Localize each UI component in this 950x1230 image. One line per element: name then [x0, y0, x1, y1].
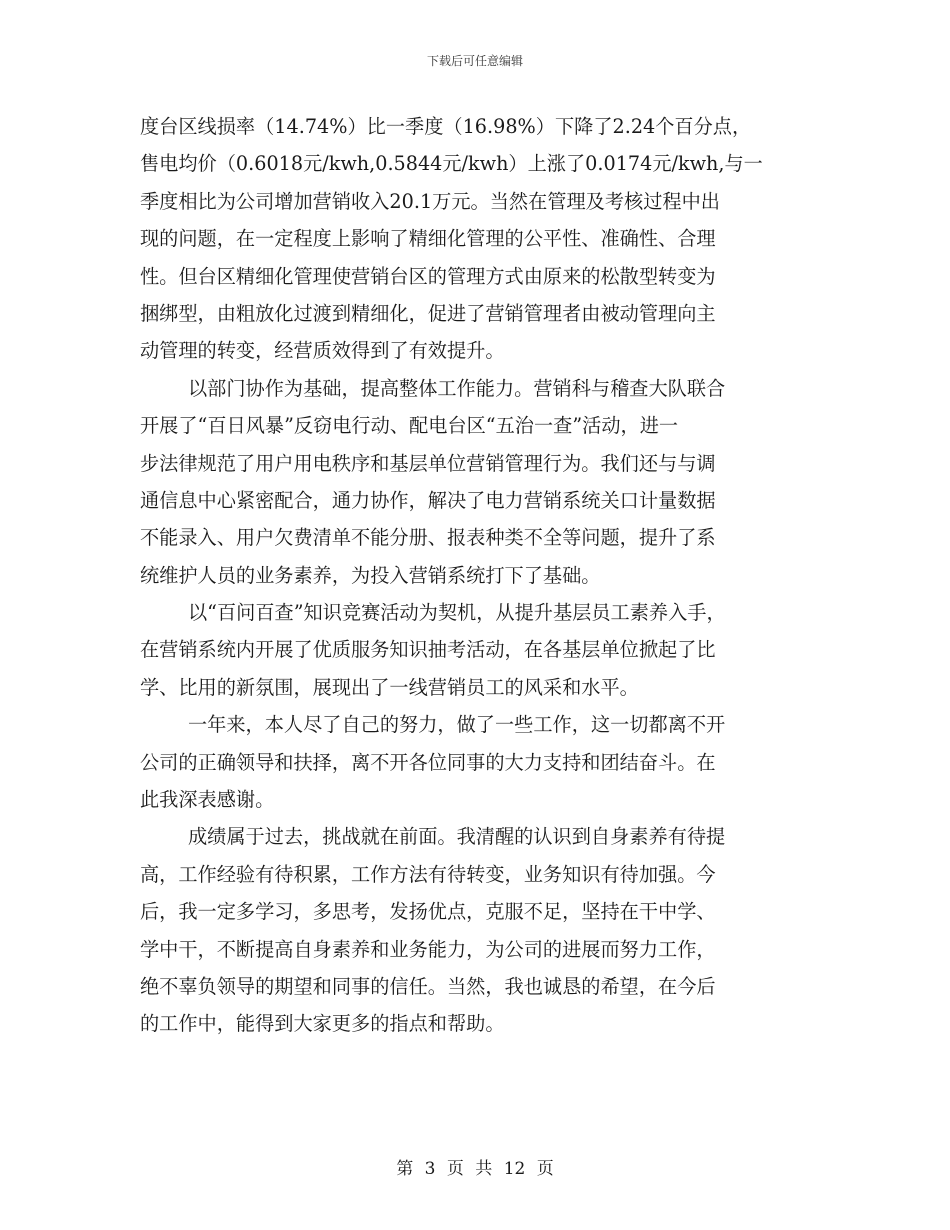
paragraph-first-line: 成绩属于过去，挑战就在前面。我清醒的认识到自身素养有待提 — [188, 825, 726, 849]
page-number-footer: 第 3 页 共 12 页 — [396, 1159, 554, 1179]
text-line: 绝不辜负领导的期望和同事的信任。当然，我也诚恳的希望，在今后 — [140, 974, 716, 998]
text-line: 此我深表感谢。 — [140, 788, 275, 812]
text-line: 学中干，不断提高自身素养和业务能力，为公司的进展而努力工作， — [140, 937, 716, 961]
text-line: 后，我一定多学习，多思考，发扬优点，克服不足，坚持在干中学、 — [140, 900, 716, 924]
text-line: 捆绑型，由粗放化过渡到精细化，促进了营销管理者由被动管理向主 — [140, 301, 716, 325]
text-line: 通信息中心紧密配合，通力协作，解决了电力营销系统关口计量数据 — [140, 488, 716, 512]
text-line: 性。但台区精细化管理使营销台区的管理方式由原来的松散型转变为 — [140, 264, 716, 288]
paragraph-first-line: 一年来，本人尽了自己的努力，做了一些工作，这一切都离不开 — [188, 713, 726, 737]
text-line: 高，工作经验有待积累，工作方法有待转变，业务知识有待加强。今 — [140, 862, 716, 886]
text-line: 步法律规范了用户用电秩序和基层单位营销管理行为。我们还与与调 — [140, 451, 716, 475]
paragraph-first-line: 以部门协作为基础，提高整体工作能力。营销科与稽查大队联合 — [188, 376, 726, 400]
text-line: 在营销系统内开展了优质服务知识抽考活动，在各基层单位掀起了比 — [140, 638, 716, 662]
text-line: 不能录入、用户欠费清单不能分册、报表种类不全等问题，提升了系 — [140, 526, 716, 550]
text-line: 售电均价（0.6018元/kwh,0.5844元/kwh）上涨了0.0174元/kwh,与一 — [140, 152, 763, 176]
document-body — [140, 108, 810, 1043]
text-line: 统维护人员的业务素养，为投入营销系统打下了基础。 — [140, 563, 601, 587]
text-line: 度台区线损率（14.74%）比一季度（16.98%）下降了2.24个百分点， — [140, 115, 752, 138]
text-line: 的工作中，能得到大家更多的指点和帮助。 — [140, 1012, 505, 1036]
text-line: 动管理的转变，经营质效得到了有效提升。 — [140, 339, 505, 363]
text-line: 学、比用的新氛围，展现出了一线营销员工的风采和水平。 — [140, 675, 639, 699]
text-line: 公司的正确领导和扶择，离不开各位同事的大力支持和团结奋斗。在 — [140, 750, 716, 774]
page-header: 下载后可任意编辑 — [426, 54, 523, 68]
text-line: 开展了“百日风暴”反窃电行动、配电台区“五治一查”活动，进一 — [140, 414, 679, 438]
text-line: 现的问题，在一定程度上影响了精细化管理的公平性、准确性、合理 — [140, 227, 716, 251]
text-line: 季度相比为公司增加营销收入20.1万元。当然在管理及考核过程中出 — [140, 189, 720, 213]
paragraph-first-line: 以“百问百查”知识竞赛活动为契机，从提升基层员工素养入手， — [188, 601, 726, 625]
